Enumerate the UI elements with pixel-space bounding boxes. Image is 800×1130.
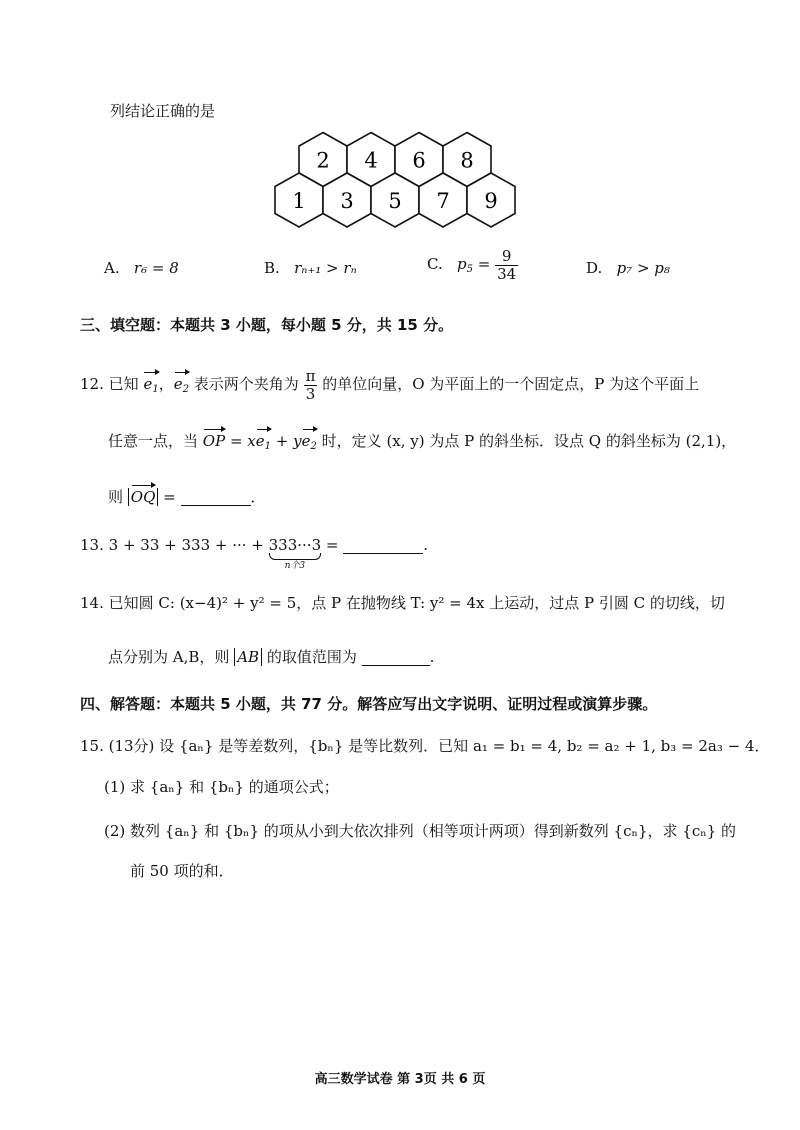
q15-head: 15. (13分) 设 {aₙ} 是等差数列，{bₙ} 是等比数列．已知 a₁ = b₁ = 4, b₂ = a₂ + 1, b₃ = 2a₃ − 4． <box>80 737 770 755</box>
choice-c: C. $p_5$ = $\frac{9}{34}$ <box>427 247 517 283</box>
choice-d-text: p₇ > p₈ <box>616 259 670 277</box>
q12-line1: 12. 已知 $e_1$，$e_2$ 表示两个夹角为 $\frac{\pi}{3}$ 的单位向量，O 为平面上的一个固定点，P 为这个平面上 <box>80 367 700 403</box>
svg-text:4: 4 <box>364 148 378 173</box>
q14-text-b: 点分别为 A,B，则 <box>108 648 230 666</box>
svg-text:1: 1 <box>292 189 306 213</box>
choice-d <box>586 259 670 277</box>
vector-e1: $e_1$ <box>143 375 159 395</box>
q14-answer-blank[interactable] <box>362 651 430 666</box>
q12-line3: 则 OQ = ． <box>108 488 266 506</box>
svg-text:5: 5 <box>388 189 402 213</box>
choice-d-label: D. <box>586 259 603 277</box>
q15-part1: (1) 求 {aₙ} 和 {bₙ} 的通项公式； <box>104 778 339 796</box>
pi-over-3: $\frac{\pi}{3}$ <box>305 367 316 403</box>
q14-line1 <box>80 592 725 613</box>
vector-e2: $e_2$ <box>173 375 189 395</box>
q13-brace-label: n个3 <box>284 561 306 571</box>
q13-line: 13. 3 + 33 + 333 + ··· + 333···3 n个3 = . <box>80 536 429 571</box>
choice-a-label: A. <box>104 259 120 277</box>
svg-text:3: 3 <box>340 189 354 213</box>
choice-c-numerator: 9 <box>495 248 518 266</box>
svg-text:8: 8 <box>460 148 474 173</box>
honeycomb-figure <box>268 120 522 230</box>
q15-part2-cont: 前 50 项的和． <box>130 862 234 880</box>
q13-answer-blank[interactable] <box>343 539 423 554</box>
choice-c-label: C. <box>427 255 443 273</box>
q13-number: 13. <box>80 536 104 554</box>
q15-part2: (2) 数列 {aₙ} 和 {bₙ} 的项从小到大依次排列（相等项计两项）得到新数列 {cₙ}，求 {cₙ} 的 <box>104 822 737 840</box>
svg-text:7: 7 <box>436 189 450 213</box>
q14-text-c: 的取值范围为 <box>266 648 357 666</box>
q12-answer-blank[interactable] <box>181 491 251 506</box>
vector-op: OP <box>202 432 226 450</box>
q12-line2: 任意一点，当 OP = $xe_1 + ye_2$ 时，定义 (x, y) 为点 P 的斜坐标．设点 Q 的斜坐标为 (2,1)， <box>108 432 737 452</box>
q12-text-b: 表示两个夹角为 <box>193 375 299 393</box>
q12-text-c: 的单位向量，O 为平面上的一个固定点，P 为这个平面上 <box>322 375 700 393</box>
choice-a <box>104 259 179 277</box>
intro-line: 列结论正确的是 <box>110 102 216 120</box>
svg-text:9: 9 <box>484 189 498 213</box>
q14-text-a: 已知圆 C: (x−4)² + y² = 5，点 P 在抛物线 T: y² = 4x 上运动，过点 P 引圆 C 的切线，切 <box>108 594 725 612</box>
q12-text-f: 则 <box>108 488 124 506</box>
q14-number: 14. <box>80 594 104 612</box>
q12-text-d: 任意一点，当 <box>108 432 199 450</box>
q13-expr: 3 + 33 + 333 + ··· + <box>108 536 264 554</box>
page-footer: 高三数学试卷 第 3页 共 6 页 <box>314 1072 486 1087</box>
choice-c-denominator: 34 <box>497 264 517 283</box>
section3-title: 三、填空题：本题共 3 小题，每小题 5 分，共 15 分。 <box>80 316 454 334</box>
choice-a-text: r₆ = 8 <box>133 259 179 277</box>
q14-line2: 点分别为 A,B，则 AB 的取值范围为 . <box>108 648 435 666</box>
q12-number: 12. <box>80 375 104 393</box>
q12-text-a: 已知 <box>108 375 139 393</box>
section4-title: 四、解答题：本题共 5 小题，共 77 分。解答应写出文字说明、证明过程或演算步骤。 <box>80 695 658 713</box>
choice-b-label: B. <box>264 259 280 277</box>
svg-text:2: 2 <box>316 148 330 173</box>
q12-text-e: 时，定义 (x, y) 为点 P 的斜坐标．设点 Q 的斜坐标为 (2,1)， <box>321 432 737 450</box>
svg-text:6: 6 <box>412 148 426 173</box>
choice-b-text: rₙ₊₁ > rₙ <box>294 259 357 277</box>
q13-underbrace-term: 333···3 n个3 <box>268 536 322 571</box>
choice-b <box>264 259 357 277</box>
